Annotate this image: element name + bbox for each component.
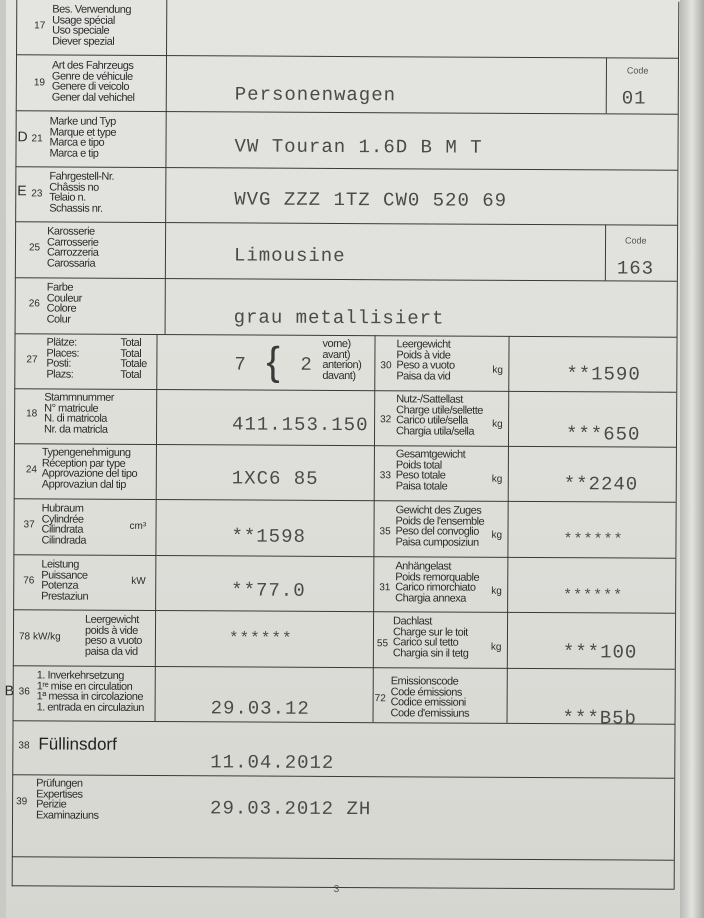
power-weight-value: ****** — [228, 629, 293, 648]
label-fr: Usage spécial — [52, 13, 115, 27]
seats-total-label — [120, 338, 147, 380]
label-de: Total — [120, 336, 142, 349]
field-number: 39 — [16, 796, 28, 808]
label-de: Emissionscode — [390, 675, 459, 688]
section-mark: E — [17, 182, 27, 199]
label-fr: Carrosserie — [47, 235, 99, 249]
label-de: Anhängelast — [395, 560, 452, 573]
label-fr: avant) — [322, 348, 351, 361]
label-rm: paisa da vid — [84, 645, 138, 658]
label-it: Peso a vuoto — [396, 359, 455, 372]
label-it: Carrozzeria — [46, 246, 99, 259]
label-fr: Poids à vide — [396, 348, 451, 362]
master-number-label — [44, 392, 114, 434]
field-number: 18 — [26, 408, 38, 420]
label-it: Cilindrata — [41, 523, 84, 536]
unit-label: kg — [491, 529, 503, 541]
unit-label: kg — [491, 585, 502, 597]
label-rm: Prestaziun — [41, 589, 89, 603]
field-number: 25 — [28, 242, 41, 254]
label-rm: Chargia sin il tetg — [392, 646, 469, 660]
label-fr: Charge utile/sellette — [396, 403, 483, 417]
label-rm: Approvaziun dal tip — [41, 477, 126, 491]
label-fr: Places: — [46, 346, 80, 360]
label-rm: Nr. da matricla — [44, 422, 108, 436]
chassis-number-value: WVG ZZZ 1TZ CW0 520 69 — [234, 188, 508, 212]
label-it: N. di matricola — [44, 412, 107, 425]
roof-load-value: ***100 — [562, 641, 638, 664]
type-approval-value: 1XC6 85 — [231, 467, 319, 490]
label-it: Marca e tipo — [49, 136, 105, 149]
empty-weight-value: **1590 — [566, 363, 641, 386]
label-it: 1ª messa in circolazione — [36, 690, 144, 703]
trailer-load-label — [395, 561, 479, 603]
label-rm: Paisa totale — [395, 479, 448, 493]
label-fr: poids à vide — [84, 624, 138, 637]
field-number: 30 — [380, 360, 392, 372]
label-fr: Charge sur le toit — [392, 625, 468, 639]
label-it: Potenza — [41, 579, 79, 592]
color-label — [47, 282, 82, 324]
field-number: 27 — [26, 354, 38, 366]
code-label: Code — [626, 65, 649, 76]
seats-total-value: 7 — [234, 353, 247, 376]
label-it: Carico utile/sella — [396, 414, 468, 427]
label-rm: davant) — [322, 369, 356, 382]
label-fr: N° matricule — [44, 401, 99, 415]
unit-label: kg — [491, 473, 503, 485]
first-registration-value: 29.03.12 — [210, 697, 310, 720]
label-rm: Paisa da vid — [396, 369, 451, 383]
label-it: Perizie — [36, 798, 67, 811]
field-number: 38 — [18, 740, 30, 752]
unit-label: kg — [492, 364, 503, 376]
label-fr: Cylindrée — [41, 512, 84, 526]
code-label: Code — [625, 235, 647, 246]
code-box-divider — [605, 224, 606, 280]
label-rm: Gener dal vehichel — [51, 90, 135, 104]
label-fr: Total — [120, 347, 142, 360]
empty-weight-label — [396, 339, 454, 381]
body-type-value: Limousine — [233, 244, 346, 268]
field-number: 24 — [25, 464, 37, 476]
displacement-value: **1598 — [231, 525, 306, 548]
make-model-label — [49, 116, 116, 158]
label-it: Carico sul tetto — [392, 636, 459, 649]
label-fr: 1ʳᵉ mise en circulation — [36, 679, 133, 693]
field-number: 17 — [34, 20, 46, 32]
gross-weight-value: **2240 — [563, 473, 639, 496]
first-registration-label — [37, 670, 145, 713]
label-de: vorne) — [322, 337, 351, 351]
label-de: Leergewicht — [396, 338, 451, 351]
label-rm: Examinaziuns — [36, 808, 99, 822]
label-fr: Expertises — [36, 787, 83, 801]
roof-load-label — [393, 616, 469, 658]
issue-date-value: 11.04.2012 — [210, 751, 335, 774]
seats-front-label — [322, 339, 361, 381]
label-rm: Colur — [46, 312, 71, 326]
label-fr: Marque et type — [49, 125, 117, 139]
divider — [16, 110, 678, 114]
unit-label: kW/kg — [32, 631, 61, 643]
label-de: Gewicht des Zuges — [395, 504, 482, 517]
label-rm: Total — [120, 368, 142, 381]
label-de: Karosserie — [47, 225, 95, 238]
vehicle-type-label — [52, 60, 135, 102]
payload-value: ***650 — [565, 423, 641, 446]
field-number: 76 — [23, 575, 35, 587]
field-number: 78 — [18, 631, 31, 643]
vehicle-type-value: Personenwagen — [234, 83, 397, 107]
field-number: 23 — [31, 188, 43, 200]
divider — [16, 54, 678, 58]
special-use-label — [52, 4, 131, 46]
label-rm: Chargia annexa — [395, 591, 466, 605]
chassis-number-label — [49, 171, 114, 213]
seats-front-value: 2 — [300, 353, 313, 376]
label-it: Codice emissioni — [390, 696, 466, 709]
label-column-divider — [155, 334, 158, 721]
train-weight-label — [395, 505, 484, 547]
power-label — [41, 559, 88, 601]
label-de: 1. Inverkehrsetzung — [36, 669, 124, 682]
label-it: Genere di veicolo — [51, 80, 129, 93]
form-border-right — [674, 2, 680, 890]
label-de: Dachlast — [393, 615, 432, 628]
label-fr: Couleur — [46, 291, 82, 305]
divider — [13, 554, 675, 558]
body-type-code: 163 — [616, 257, 655, 280]
divider — [15, 166, 677, 170]
label-de: Farbe — [46, 281, 74, 294]
power-weight-label — [85, 615, 142, 657]
make-model-value: VW Touran 1.6D B M T — [234, 135, 483, 159]
label-de: Bes. Verwendung — [52, 3, 132, 16]
brace: { — [266, 339, 280, 384]
field-number: 72 — [374, 693, 386, 705]
section-mark: D — [17, 128, 28, 145]
trailer-load-value: ****** — [563, 587, 624, 605]
vehicle-type-code: 01 — [621, 87, 647, 110]
field-number: 37 — [23, 519, 35, 531]
emission-code-label — [391, 676, 470, 718]
field-number: 19 — [33, 77, 46, 89]
seats-label — [46, 337, 79, 379]
label-fr: Code émissions — [390, 685, 462, 699]
divider — [12, 856, 674, 860]
center-divider — [373, 335, 376, 722]
field-number: 36 — [18, 686, 30, 698]
unit-label: kW — [131, 575, 146, 587]
emission-code-value: ***B5b — [562, 707, 638, 730]
label-rm: Cilindrada — [41, 533, 87, 547]
divider — [15, 277, 677, 281]
label-fr: Poids remorquable — [395, 570, 480, 584]
label-fr: Puissance — [41, 568, 88, 582]
label-de: Stammnummer — [44, 391, 114, 404]
field-number: 33 — [379, 470, 391, 482]
label-rm: Diever spezial — [52, 34, 115, 48]
label-fr: Réception par type — [41, 456, 126, 470]
field-number: 31 — [379, 582, 391, 594]
label-de: Hubraum — [41, 502, 84, 515]
label-it: Approvazione del tipo — [41, 467, 138, 480]
label-de: Prüfungen — [36, 777, 83, 790]
label-it: anterion) — [322, 358, 362, 372]
code-box-divider — [606, 57, 607, 113]
label-rm: Plazs: — [46, 367, 74, 381]
unit-label: kg — [492, 418, 503, 430]
label-fr: Châssis no — [49, 180, 99, 194]
label-it: Uso speciale — [52, 24, 110, 37]
displacement-label — [41, 503, 86, 545]
label-it: Peso totale — [395, 469, 446, 482]
divider — [14, 498, 676, 502]
label-rm: 1. entrada en circulaziun — [36, 700, 144, 714]
issuing-place: Füllinsdorf — [38, 734, 117, 754]
label-fr: Poids de l'ensemble — [395, 514, 485, 528]
field-number: 21 — [31, 133, 43, 145]
label-rm: Code d'emissiuns — [390, 706, 470, 720]
field-number: 32 — [380, 414, 392, 426]
label-de: Marke und Typ — [49, 115, 116, 128]
color-value: grau metallisiert — [233, 306, 445, 330]
type-approval-label — [42, 447, 138, 489]
label-it: peso a vuoto — [84, 634, 142, 647]
label-rm: Marca e tip — [49, 146, 99, 160]
label-de: Leistung — [41, 558, 79, 571]
label-it: Posti: — [46, 357, 71, 370]
label-rm: Paisa cumposiziun — [395, 535, 479, 549]
label-fr: Poids total — [395, 458, 442, 472]
divider — [15, 221, 677, 225]
section-mark: B — [4, 682, 15, 699]
label-de: Typengenehmigung — [41, 446, 131, 459]
gross-weight-label — [396, 449, 466, 491]
label-de: Art des Fahrzeugs — [51, 59, 134, 72]
weight-value-divider — [507, 336, 510, 723]
label-de: Plätze: — [46, 336, 77, 349]
body-type-label — [47, 226, 99, 268]
field-number: 26 — [28, 298, 40, 310]
label-rm: Schassis nr. — [49, 201, 103, 215]
inspection-value: 29.03.2012 ZH — [210, 797, 372, 821]
page-number: 3 — [333, 883, 340, 896]
label-it: Carico rimorchiato — [395, 581, 476, 594]
label-it: Telaio n. — [49, 191, 86, 204]
label-it: Colore — [46, 302, 77, 315]
power-value: **77.0 — [231, 579, 306, 602]
label-de: Nutz-/Sattellast — [396, 393, 463, 406]
train-weight-value: ****** — [563, 531, 624, 549]
field-number: 35 — [379, 526, 391, 538]
label-de: Fahrgestell-Nr. — [49, 170, 115, 183]
label-rm: Chargia utila/sella — [396, 424, 475, 438]
unit-label: cm³ — [129, 520, 147, 532]
label-de: Leergewicht — [85, 613, 139, 626]
label-fr: Genre de véhicule — [51, 69, 133, 83]
master-number-value: 411.153.150 — [232, 413, 369, 437]
unit-label: kg — [490, 641, 502, 653]
form-border-bottom — [12, 885, 674, 889]
field-number: 55 — [376, 638, 389, 650]
label-it: Peso del convoglio — [395, 525, 479, 538]
payload-label — [396, 394, 483, 436]
label-it: Totale — [120, 357, 147, 370]
divider — [12, 774, 674, 778]
inspections-label — [36, 778, 99, 820]
label-rm: Carossaria — [46, 256, 96, 270]
label-de: Gesamtgewicht — [395, 448, 466, 461]
